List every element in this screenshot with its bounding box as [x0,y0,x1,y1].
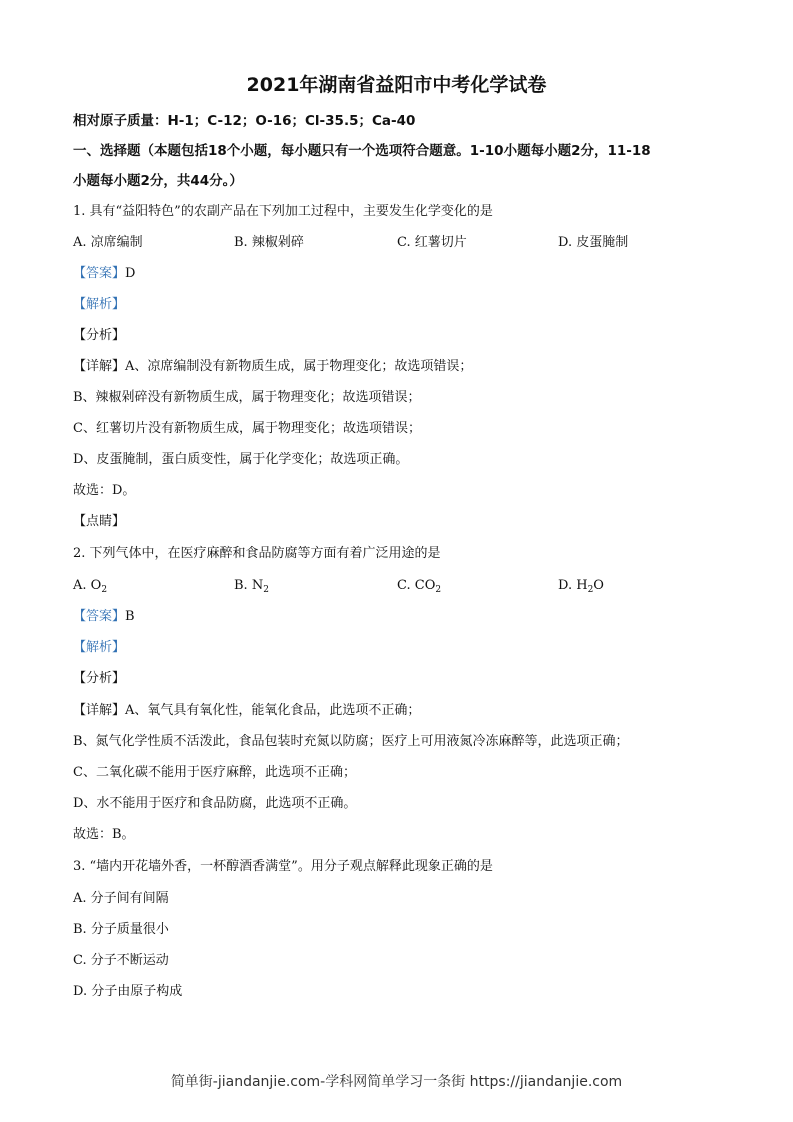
q2-detail-c: C、二氧化碳不能用于医疗麻醉，此选项不正确； [73,765,356,780]
q1-answer-line [73,265,135,283]
atomic-masses: 相对原子质量：H-1；C-12；O-16；Cl-35.5；Ca-40 [73,113,416,129]
q2-detail-a: 【详解】A、氧气具有氧化性，能氧化食品，此选项不正确； [73,703,421,718]
q2-option-b: B. $N_2$ [234,578,269,595]
q1-option-b: B. 辣椒剁碎 [234,235,304,250]
q1-answer: D [125,266,136,281]
q3-option-c: C. 分子不断运动 [73,953,169,968]
q2-detail-d: D、水不能用于医疗和食品防腐，此选项不正确。 [73,796,357,811]
q1-detail-b: B、辣椒剁碎没有新物质生成，属于物理变化；故选项错误； [73,390,421,405]
q1-detail-a: 【详解】A、凉席编制没有新物质生成，属于物理变化；故选项错误； [73,359,473,374]
q2-detail-b: B、氮气化学性质不活泼此，食品包装时充氮以防腐；医疗上可用液氮冷冻麻醉等，此选项正确； [73,734,629,749]
q3-option-a: A. 分子间有间隔 [73,891,169,906]
q1-detail-c: C、红薯切片没有新物质生成，属于物理变化；故选项错误； [73,421,421,436]
q2-option-c: C. $CO_2$ [397,578,442,595]
q1-fenxi: 【分析】 [73,328,126,343]
q1-option-a: A. 凉席编制 [73,235,143,250]
q2-option-d: D. $H_2O$ [558,578,604,595]
q3-option-d: D. 分子由原子构成 [73,984,183,999]
section-heading-line1: 一、选择题（本题包括18个小题，每小题只有一个选项符合题意。1-10小题每小题2分，11-18 [73,143,651,159]
q2-option-a: A. $O_2$ [73,578,108,595]
q2-stem: 2. 下列气体中，在医疗麻醉和食品防腐等方面有着广泛用途的是 [73,546,441,561]
q1-stem: 1. 具有“益阳特色”的农副产品在下列加工过程中，主要发生化学变化的是 [73,204,493,219]
q1-option-d: D. 皮蛋腌制 [558,235,629,250]
q1-option-c: C. 红薯切片 [397,235,467,250]
q2-answer-line [73,608,135,626]
q2-answer: B [125,609,135,624]
watermark-footer: 简单街-jiandanjie.com-学科网简单学习一条街 https://jiandanjie.com [170,1074,623,1090]
q2-answer-tag: 【答案】 [73,609,126,624]
q1-answer-tag: 【答案】 [73,266,126,281]
q1-detail-d: D、皮蛋腌制，蛋白质变性，属于化学变化；故选项正确。 [73,452,409,467]
section-heading-line2: 小题每小题2分，共44分。） [73,173,243,189]
q2-choice: 故选：B。 [73,827,135,842]
q1-choice: 故选：D。 [73,483,136,498]
q2-fenxi: 【分析】 [73,671,126,686]
q3-option-b: B. 分子质量很小 [73,922,169,937]
page-title: 2021年湖南省益阳市中考化学试卷 [246,74,547,96]
q3-stem: 3. “墙内开花墙外香，一杯醇酒香满堂”。用分子观点解释此现象正确的是 [73,859,493,874]
q1-dianjing: 【点睛】 [73,514,126,529]
q2-jiexi-tag: 【解析】 [73,640,126,655]
q1-jiexi-tag: 【解析】 [73,297,126,312]
